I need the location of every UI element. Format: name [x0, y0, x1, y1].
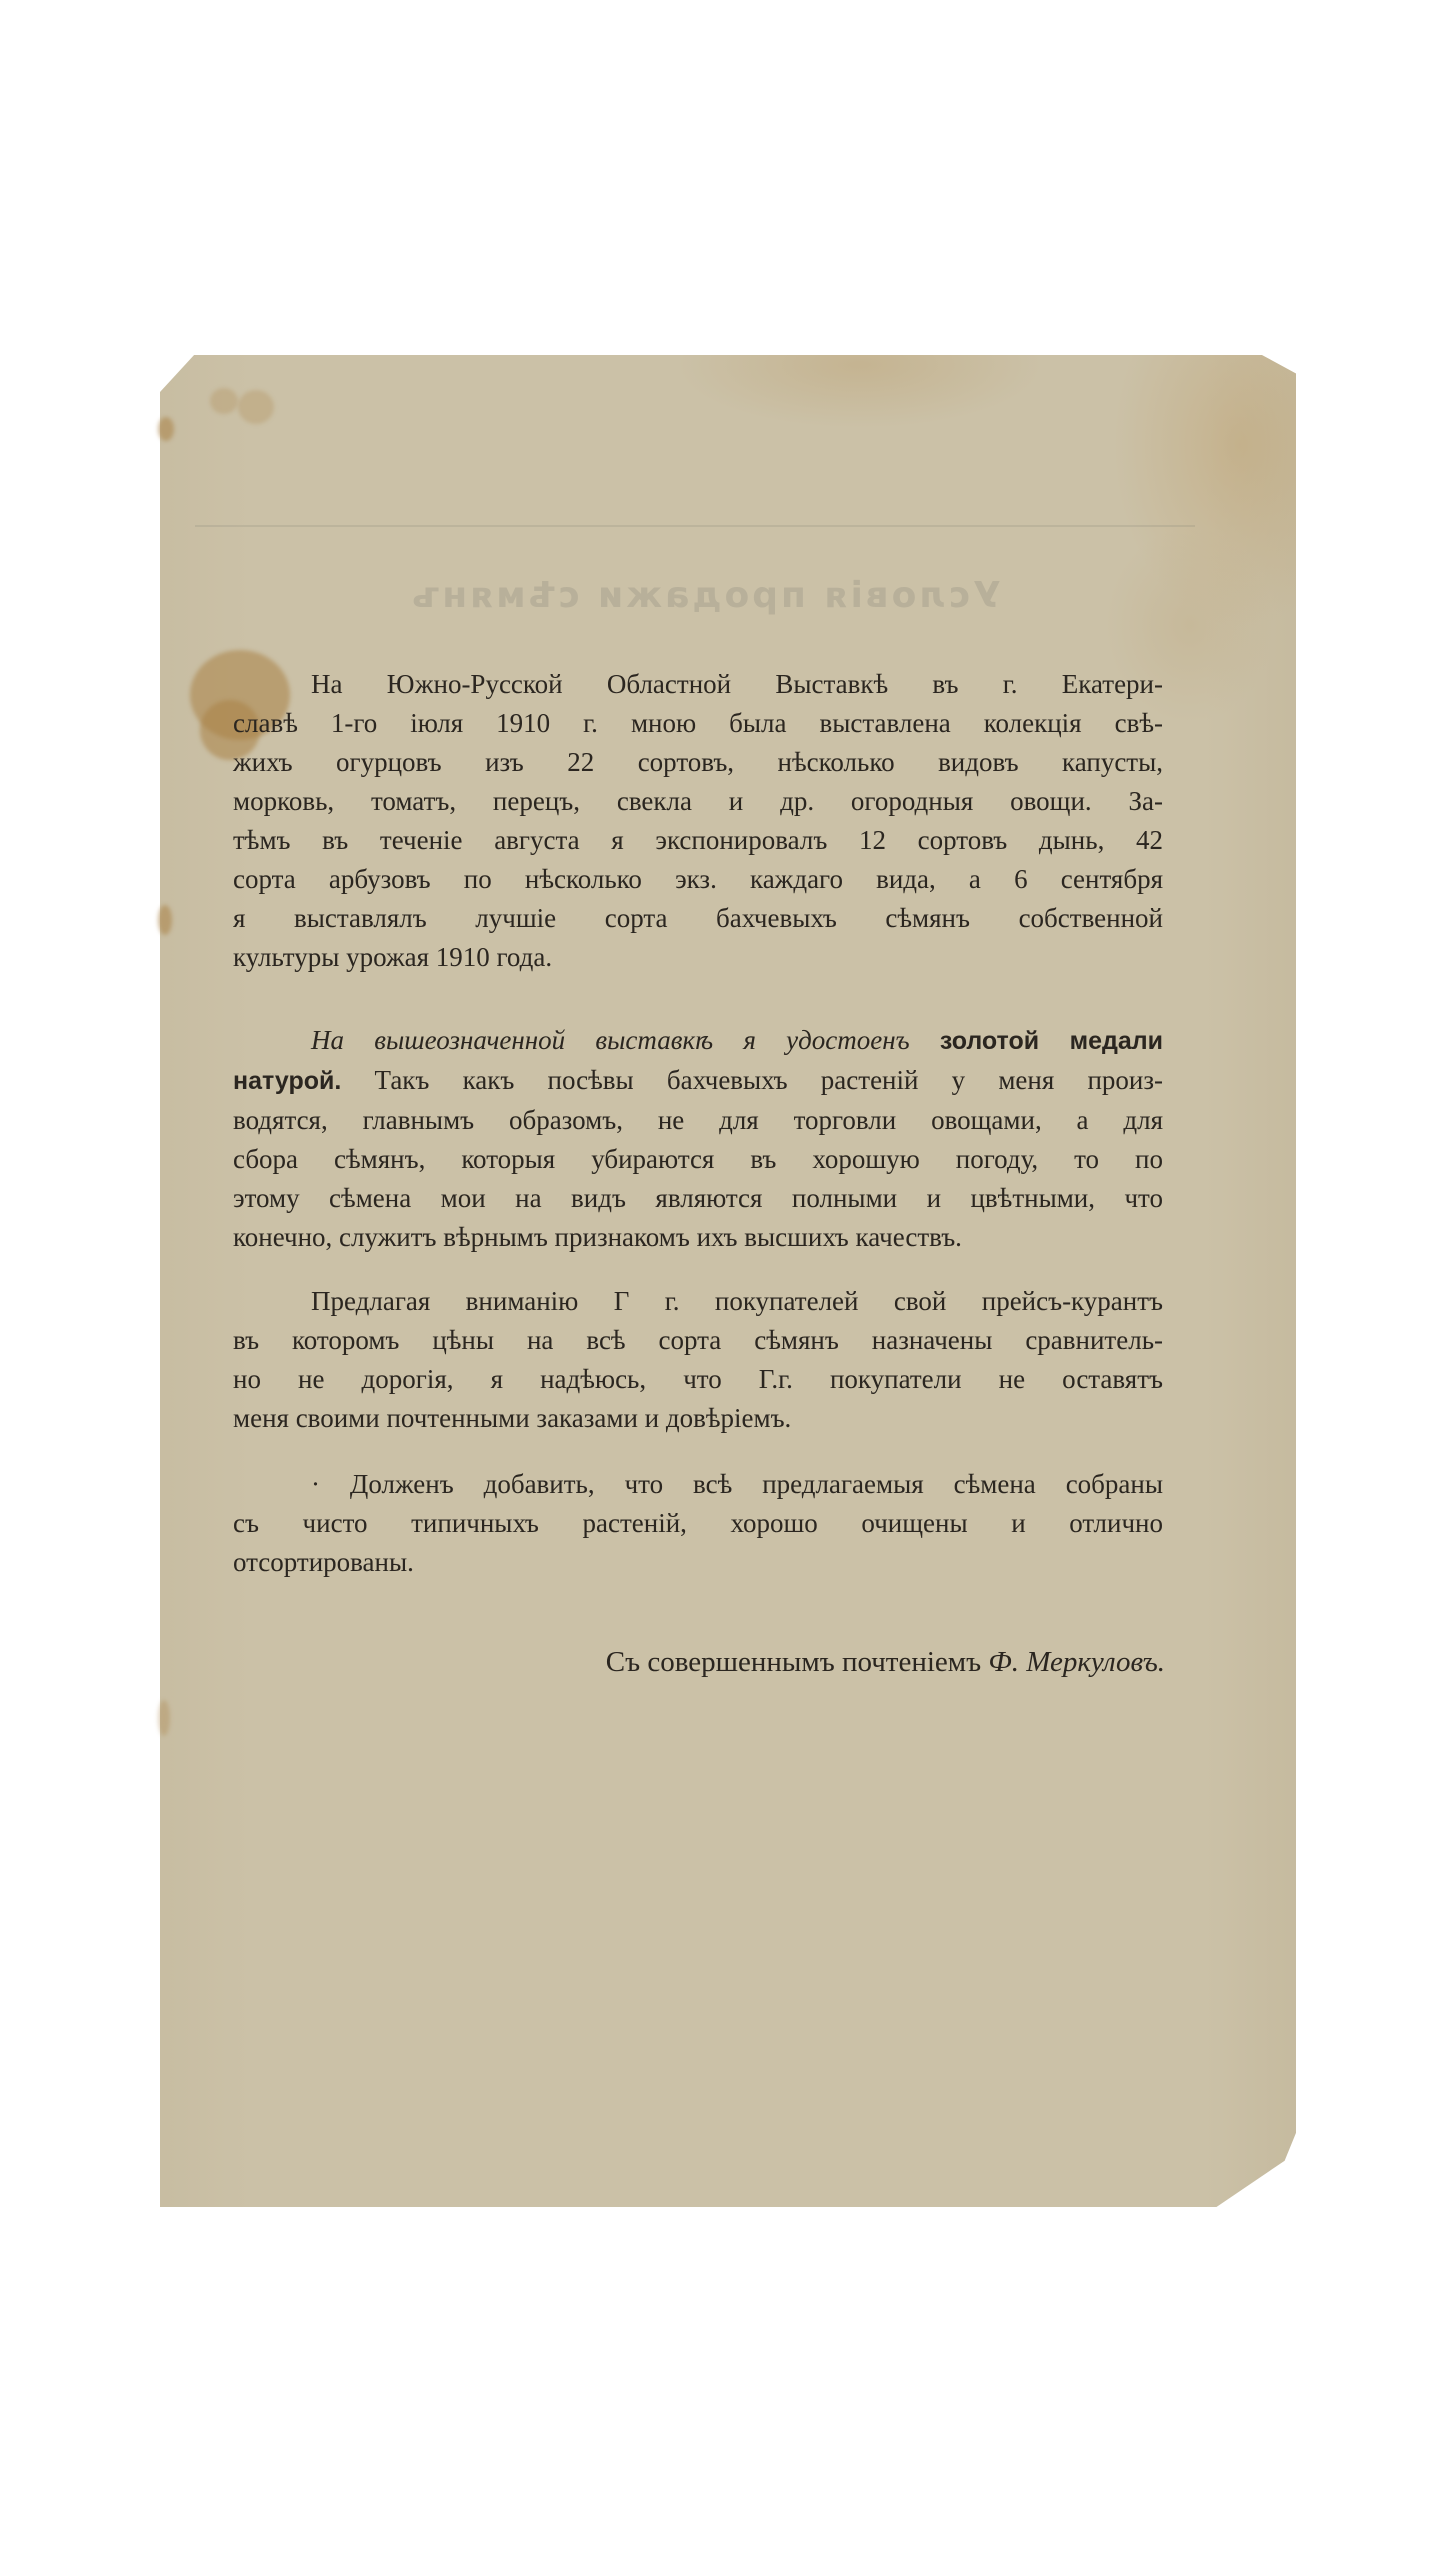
- paragraph-exhibition: [233, 665, 1163, 977]
- stain-spot: [158, 1700, 170, 1736]
- text-line: сорта арбузовъ по нѣсколько экз. каждаго вида, а 6 сентября: [233, 864, 1163, 894]
- stain-spot: [210, 388, 238, 414]
- text-line: тѣмъ въ теченіе августа я экспонировалъ 12 сортовъ дынь, 42: [233, 825, 1163, 855]
- text-line: [233, 1021, 1163, 1061]
- closing-phrase: Съ совершеннымъ почтеніемъ: [605, 1646, 982, 1678]
- italic-lead: На вышеозначенной выставкѣ я удостоенъ: [311, 1025, 910, 1055]
- paragraph-medal: [233, 1021, 1163, 1257]
- text-fragment: Такъ какъ посѣвы бахчевыхъ растеній у меня произ-: [341, 1065, 1163, 1095]
- text-line: я выставлялъ лучшіе сорта бахчевыхъ сѣмянъ собственной: [233, 903, 1163, 933]
- text-line: конечно, служитъ вѣрнымъ признакомъ ихъ высшихъ качествъ.: [233, 1222, 962, 1252]
- text-line: морковь, томатъ, перецъ, свекла и др. огородныя овощи. За-: [233, 786, 1163, 816]
- text-line: славѣ 1-го іюля 1910 г. мною была выставлена колекція свѣ-: [233, 708, 1163, 738]
- paragraph-price-list: [233, 1282, 1163, 1438]
- text-line: На Южно-Русской Областной Выставкѣ въ г. Екатери-: [311, 669, 1163, 699]
- paper-sheet: [160, 355, 1296, 2207]
- bleed-through-heading: Условія продажи сѣмянъ: [409, 575, 1001, 616]
- signer-name: Ф. Меркуловъ.: [988, 1646, 1165, 1678]
- text-line: · Долженъ добавить, что всѣ предлагаемыя сѣмена собраны: [311, 1469, 1163, 1499]
- text-line: отсортированы.: [233, 1547, 414, 1577]
- stain-spot: [238, 390, 274, 424]
- stain-spot: [158, 905, 172, 935]
- bold-lead: золотой медали: [939, 1027, 1163, 1055]
- text-line: въ которомъ цѣны на всѣ сорта сѣмянъ назначены сравнитель-: [233, 1325, 1163, 1355]
- bold-word: натурой.: [233, 1067, 342, 1095]
- text-line: меня своими почтенными заказами и довѣріемъ.: [233, 1403, 792, 1433]
- signature-line: [400, 1646, 1165, 1679]
- text-line: но не дорогія, я надѣюсь, что Г.г. покупатели не оставятъ: [233, 1364, 1163, 1394]
- text-line: этому сѣмена мои на видъ являются полными и цвѣтными, что: [233, 1183, 1163, 1213]
- bleed-through-rule: [195, 525, 1195, 527]
- text-line: водятся, главнымъ образомъ, не для торговли овощами, а для: [233, 1105, 1163, 1135]
- text-line: жихъ огурцовъ изъ 22 сортовъ, нѣсколько видовъ капусты,: [233, 747, 1163, 777]
- text-line: Предлагая вниманію Г г. покупателей свой прейсъ-курантъ: [311, 1286, 1163, 1316]
- text-line: культуры урожая 1910 года.: [233, 942, 553, 972]
- text-line: съ чисто типичныхъ растеній, хорошо очищены и отлично: [233, 1508, 1163, 1538]
- text-line: сбора сѣмянъ, которыя убираются въ хорошую погоду, то по: [233, 1144, 1163, 1174]
- stain-spot: [158, 417, 174, 441]
- paragraph-seed-quality: [233, 1465, 1163, 1582]
- text-line: [233, 1061, 1163, 1101]
